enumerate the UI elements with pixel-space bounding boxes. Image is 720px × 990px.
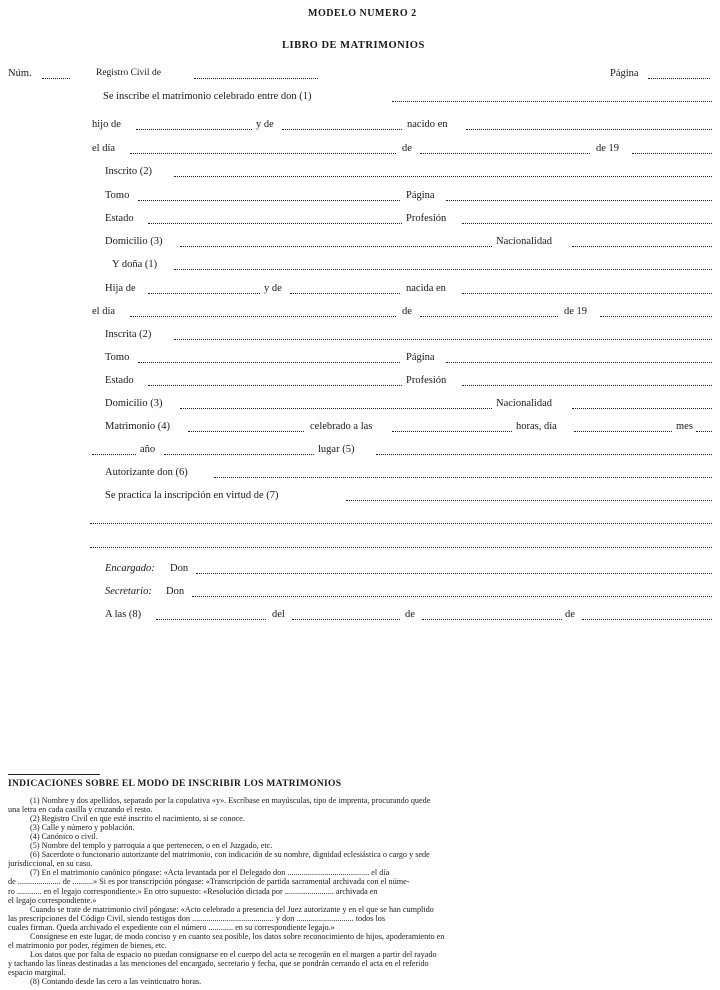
closing-hour-field[interactable] — [156, 619, 266, 620]
note-line: las prescripciones del Código Civil, siendo testigos don ........................................ y don ............................ todos los — [8, 913, 386, 923]
form-row-matrimonio — [0, 421, 720, 437]
encargado-don-label: Don — [170, 563, 189, 574]
matrimonio-label: Matrimonio (4) — [105, 421, 171, 432]
estado-label: Estado — [105, 213, 134, 224]
form-row-tomo-2 — [0, 352, 720, 368]
note-line: el matrimonio por poder, régimen de bienes, etc. — [8, 940, 167, 950]
marriage-place-field[interactable] — [376, 454, 712, 455]
autorizante-label: Autorizante don (6) — [105, 467, 188, 478]
form-row-autorizante — [0, 467, 720, 483]
note-line: el legajo correspondiente.» — [8, 895, 97, 905]
y-dona-label: Y doña (1) — [112, 259, 158, 270]
notes-rule — [8, 774, 100, 775]
form-row-estado-2 — [0, 375, 720, 391]
form-row-wife-birthdate — [0, 306, 720, 322]
husband-birth-month-field[interactable] — [420, 153, 590, 154]
profesion-label: Profesión — [406, 213, 447, 224]
note-line: (4) Canónico o civil. — [30, 832, 98, 842]
secretario-label: Secretario: — [105, 586, 152, 597]
del-label: del — [272, 609, 285, 620]
wife-mother-field[interactable] — [290, 293, 400, 294]
wife-profesion-field[interactable] — [462, 385, 712, 386]
intro-label: Se inscribe el matrimonio celebrado entre don (1) — [103, 91, 312, 102]
husband-birthplace-field[interactable] — [466, 129, 712, 130]
husband-mother-field[interactable] — [282, 129, 402, 130]
registro-civil-label: Registro Civil de — [96, 68, 161, 78]
nacionalidad-label: Nacionalidad — [496, 236, 552, 247]
note-line: una letra en cada casilla y cruzando el resto. — [8, 805, 153, 815]
form-row-anio-lugar — [0, 444, 720, 460]
model-number-heading: MODELO NUMERO 2 — [308, 8, 417, 19]
de-label-4: de — [565, 609, 575, 620]
wife-estado-field[interactable] — [148, 385, 402, 386]
note-line: de ..................... de ..........» Si es por transcripción póngase: «Transcripción de partida sacramental archivada con el núme- — [8, 877, 410, 887]
inscription-basis-field[interactable] — [346, 500, 712, 501]
husband-estado-field[interactable] — [148, 223, 402, 224]
husband-registry-field[interactable] — [174, 176, 712, 177]
horas-dia-label: horas, día — [516, 421, 557, 432]
form-row-domicilio — [0, 236, 720, 252]
note-line: y tachando las líneas destinadas a las menciones del encargado, secretario y fecha, que se pondrán cerrando el acta en el referido — [8, 958, 429, 968]
note-line: Los datos que por falta de espacio no puedan consignarse en el cuerpo del acta se recogerán en el margen a partir del rayado — [30, 949, 437, 959]
husband-profesion-field[interactable] — [462, 223, 712, 224]
husband-pagina-field[interactable] — [446, 200, 712, 201]
note-line: Consígnese en este lugar, de modo conciso y en cuanto sea posible, los datos sobre reconocimiento de hijos, apoderamiento en — [30, 931, 445, 941]
wife-birth-year-field[interactable] — [600, 316, 712, 317]
marriage-day-field[interactable] — [574, 431, 672, 432]
closing-month-field[interactable] — [422, 619, 562, 620]
wife-domicilio-field[interactable] — [180, 408, 492, 409]
form-row-intro — [0, 91, 720, 107]
form-row-hijo-de — [0, 119, 720, 135]
form-row-hija-de — [0, 283, 720, 299]
pagina-label: Página — [610, 68, 639, 79]
husband-domicilio-field[interactable] — [180, 246, 492, 247]
de19-label: de 19 — [596, 143, 620, 154]
note-line: (1) Nombre y dos apellidos, separado por la copulativa «y». Escríbase en mayúsculas, tipo de imprenta, procurando quede — [30, 796, 431, 805]
hija-de-label: Hija de — [105, 283, 136, 294]
pagina-inner-label-2: Página — [406, 352, 435, 363]
de-label: de — [402, 143, 412, 154]
inscrito-label: Inscrito (2) — [105, 166, 152, 177]
domicilio-label-2: Domicilio (3) — [105, 398, 163, 409]
tomo-label: Tomo — [105, 190, 130, 201]
inscription-basis-line-3[interactable] — [90, 547, 712, 548]
y-de-label: y de — [256, 119, 274, 130]
num-label: Núm. — [8, 68, 32, 79]
form-row-estado — [0, 213, 720, 229]
husband-tomo-field[interactable] — [138, 200, 400, 201]
husband-nacionalidad-field[interactable] — [572, 246, 712, 247]
a-las-label: A las (8) — [105, 609, 142, 620]
form-row-inscrito — [0, 166, 720, 182]
marriage-hour-field[interactable] — [392, 431, 512, 432]
pagina-field[interactable] — [648, 78, 710, 79]
secretario-field[interactable] — [192, 596, 712, 597]
wife-registry-field[interactable] — [174, 339, 712, 340]
wife-nacionalidad-field[interactable] — [572, 408, 712, 409]
notes-heading: INDICACIONES SOBRE EL MODO DE INSCRIBIR LOS MATRIMONIOS — [8, 779, 342, 789]
note-line: (3) Calle y número y población. — [30, 823, 135, 833]
husband-name-field[interactable] — [392, 101, 712, 102]
pagina-inner-label: Página — [406, 190, 435, 201]
note-line: (7) En el matrimonio canónico póngase: «Acta levantada por el Delegado don ........................................ el día — [30, 868, 390, 878]
mes-label: mes — [676, 421, 693, 432]
num-field[interactable] — [42, 78, 70, 79]
nacido-en-label: nacido en — [407, 119, 448, 130]
lugar-label: lugar (5) — [318, 444, 355, 455]
note-line: (8) Contando desde las cero a las veinticuatro horas. — [30, 977, 202, 986]
form-row-a-las — [0, 609, 720, 625]
encargado-field[interactable] — [196, 573, 712, 574]
anio-label: año — [140, 444, 156, 455]
nacida-en-label: nacida en — [406, 283, 446, 294]
tomo-label-2: Tomo — [105, 352, 130, 363]
de-label-2: de — [402, 306, 412, 317]
note-line: (6) Sacerdote o funcionario autorizante del matrimonio, con indicación de su nombre, dignidad eclesiástica o cargo y sede — [30, 850, 430, 860]
wife-birthplace-field[interactable] — [462, 293, 712, 294]
marriage-month-cont-field[interactable] — [92, 454, 136, 455]
book-title: LIBRO DE MATRIMONIOS — [282, 40, 425, 51]
wife-pagina-field[interactable] — [446, 362, 712, 363]
nacionalidad-label-2: Nacionalidad — [496, 398, 552, 409]
husband-birth-year-field[interactable] — [632, 153, 712, 154]
el-dia-label: el día — [92, 143, 116, 154]
husband-birth-day-field[interactable] — [130, 153, 396, 154]
note-line: ro ............ en el legajo correspondiente.» En otro supuesto: «Resolución dictada por ........................ archivada en — [8, 886, 378, 896]
closing-day-field[interactable] — [292, 619, 400, 620]
wife-father-field[interactable] — [148, 293, 260, 294]
estado-label-2: Estado — [105, 375, 134, 386]
form-row-domicilio-2 — [0, 398, 720, 414]
form-row-secretario — [0, 586, 720, 602]
secretario-don-label: Don — [166, 586, 185, 597]
note-line: Cuando se trate de matrimonio civil póngase: «Acto celebrado a presencia del Juez autorizante y en el que se han cumplido — [30, 904, 434, 914]
wife-birth-month-field[interactable] — [420, 316, 558, 317]
note-line: cuales firman. Queda archivado el expediente con el número ............ en su correspondiente legajo.» — [8, 922, 335, 932]
marriage-month-field[interactable] — [696, 431, 712, 432]
el-dia-label-2: el día — [92, 306, 116, 317]
husband-father-field[interactable] — [136, 129, 252, 130]
wife-tomo-field[interactable] — [138, 362, 400, 363]
form-row-y-dona — [0, 259, 720, 275]
form-row-encargado — [0, 563, 720, 579]
wife-name-field[interactable] — [174, 269, 712, 270]
inscription-basis-line-2[interactable] — [90, 523, 712, 524]
registro-civil-field[interactable] — [194, 78, 318, 79]
domicilio-label: Domicilio (3) — [105, 236, 163, 247]
se-practica-label: Se practica la inscripción en virtud de (7) — [105, 490, 279, 501]
note-line: (2) Registro Civil en que esté inscrito el nacimiento, si se conoce. — [30, 814, 245, 824]
closing-year-field[interactable] — [582, 619, 712, 620]
note-line: jurisdiccional, en su caso. — [8, 859, 93, 869]
registry-header-row — [0, 68, 720, 84]
y-de-label-2: y de — [264, 283, 282, 294]
profesion-label-2: Profesión — [406, 375, 447, 386]
encargado-label: Encargado: — [105, 563, 155, 574]
de-label-3: de — [405, 609, 415, 620]
form-row-tomo — [0, 190, 720, 206]
de19-label-2: de 19 — [564, 306, 588, 317]
wife-birth-day-field[interactable] — [130, 316, 396, 317]
marriage-year-field[interactable] — [164, 454, 314, 455]
form-row-inscrita — [0, 329, 720, 345]
form-row-se-practica — [0, 490, 720, 506]
note-line: espacio marginal. — [8, 967, 66, 977]
celebrado-label: celebrado a las — [310, 421, 373, 432]
marriage-type-field[interactable] — [188, 431, 304, 432]
note-line: (5) Nombre del templo y parroquia a que pertenecen, o en el Juzgado, etc. — [30, 841, 273, 851]
form-row-husband-birthdate — [0, 143, 720, 159]
autorizante-field[interactable] — [214, 477, 712, 478]
hijo-de-label: hijo de — [92, 119, 121, 130]
inscrita-label: Inscrita (2) — [105, 329, 152, 340]
